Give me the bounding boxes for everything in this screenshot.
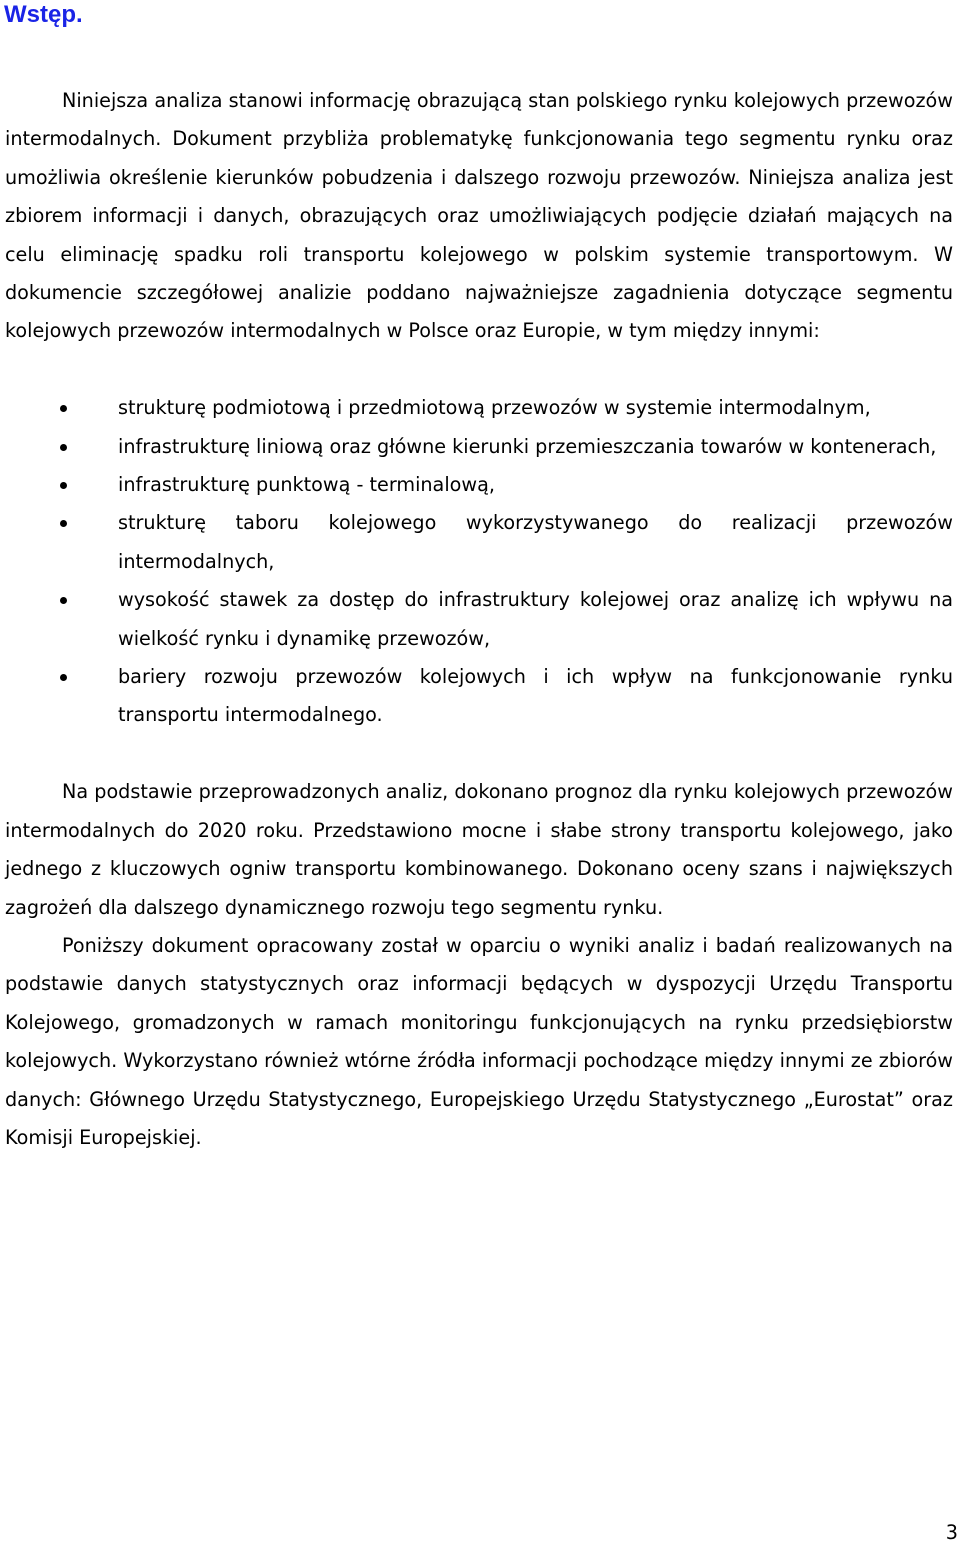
page-number: 3 [945,1521,958,1544]
intro-paragraph: Niniejsza analiza stanowi informację obrazującą stan polskiego rynku kolejowych przewozów intermodalnych. Dokument przybliża problematykę funkcjonowania tego segmentu rynku oraz umożliwia określenie kierunków pobudzenia i dalszego rozwoju przewozów. Niniejsza analiza jest zbiorem informacji i danych, obrazujących oraz umożliwiających podjęcie działań mających na celu eliminację spadku roli transportu kolejowego w polskim systemie transportowym. W dokumencie szczegółowej analizie poddano najważniejsze zagadnienia dotyczące segmentu kolejowych przewozów intermodalnych w Polsce oraz Europie, w tym między innymi: [5,89,953,343]
list-item [5,428,953,466]
bullet-icon [60,674,67,681]
list-item [5,504,953,581]
bullet-icon [60,520,67,527]
list-item-text: infrastrukturę liniową oraz główne kierunki przemieszczania towarów w kontenerach, [118,434,937,458]
list-item [5,581,953,658]
bullet-icon [60,597,67,604]
bullet-icon [60,444,67,451]
list-item-text: strukturę taboru kolejowego wykorzystywanego do realizacji przewozów intermodalnych, [118,511,953,573]
bullet-icon [60,405,67,412]
document-body [5,82,953,1157]
list-item [5,466,953,504]
section-heading: Wstęp. [4,1,83,28]
summary-paragraph: Na podstawie przeprowadzonych analiz, dokonano prognoz dla rynku kolejowych przewozów intermodalnych do 2020 roku. Przedstawiono mocne i słabe strony transportu kolejowego, jako jednego z kluczowych ogniw transportu kombinowanego. Dokonano oceny szans i największych zagrożeń dla dalszego dynamicznego rozwoju tego segmentu rynku. [5,780,953,919]
list-item-text: strukturę podmiotową i przedmiotową przewozów w systemie intermodalnym, [118,396,871,420]
list-item [5,389,953,427]
topics-list [5,389,953,735]
list-item [5,658,953,735]
bullet-icon [60,482,67,489]
sources-paragraph: Poniższy dokument opracowany został w oparciu o wyniki analiz i badań realizowanych na podstawie danych statystycznych oraz informacji będących w dyspozycji Urzędu Transportu Kolejowego, gromadzonych w ramach monitoringu funkcjonujących na rynku przedsiębiorstw kolejowych. Wykorzystano również wtórne źródła informacji pochodzące między innymi ze zbiorów danych: Głównego Urzędu Statystycznego, Europejskiego Urzędu Statystycznego „Eurostat” oraz Komisji Europejskiej. [5,933,953,1149]
list-item-text: wysokość stawek za dostęp do infrastruktury kolejowej oraz analizę ich wpływu na wielkość rynku i dynamikę przewozów, [118,588,953,650]
list-item-text: infrastrukturę punktową - terminalową, [118,473,495,497]
list-item-text: bariery rozwoju przewozów kolejowych i ich wpływ na funkcjonowanie rynku transportu intermodalnego. [118,665,953,727]
